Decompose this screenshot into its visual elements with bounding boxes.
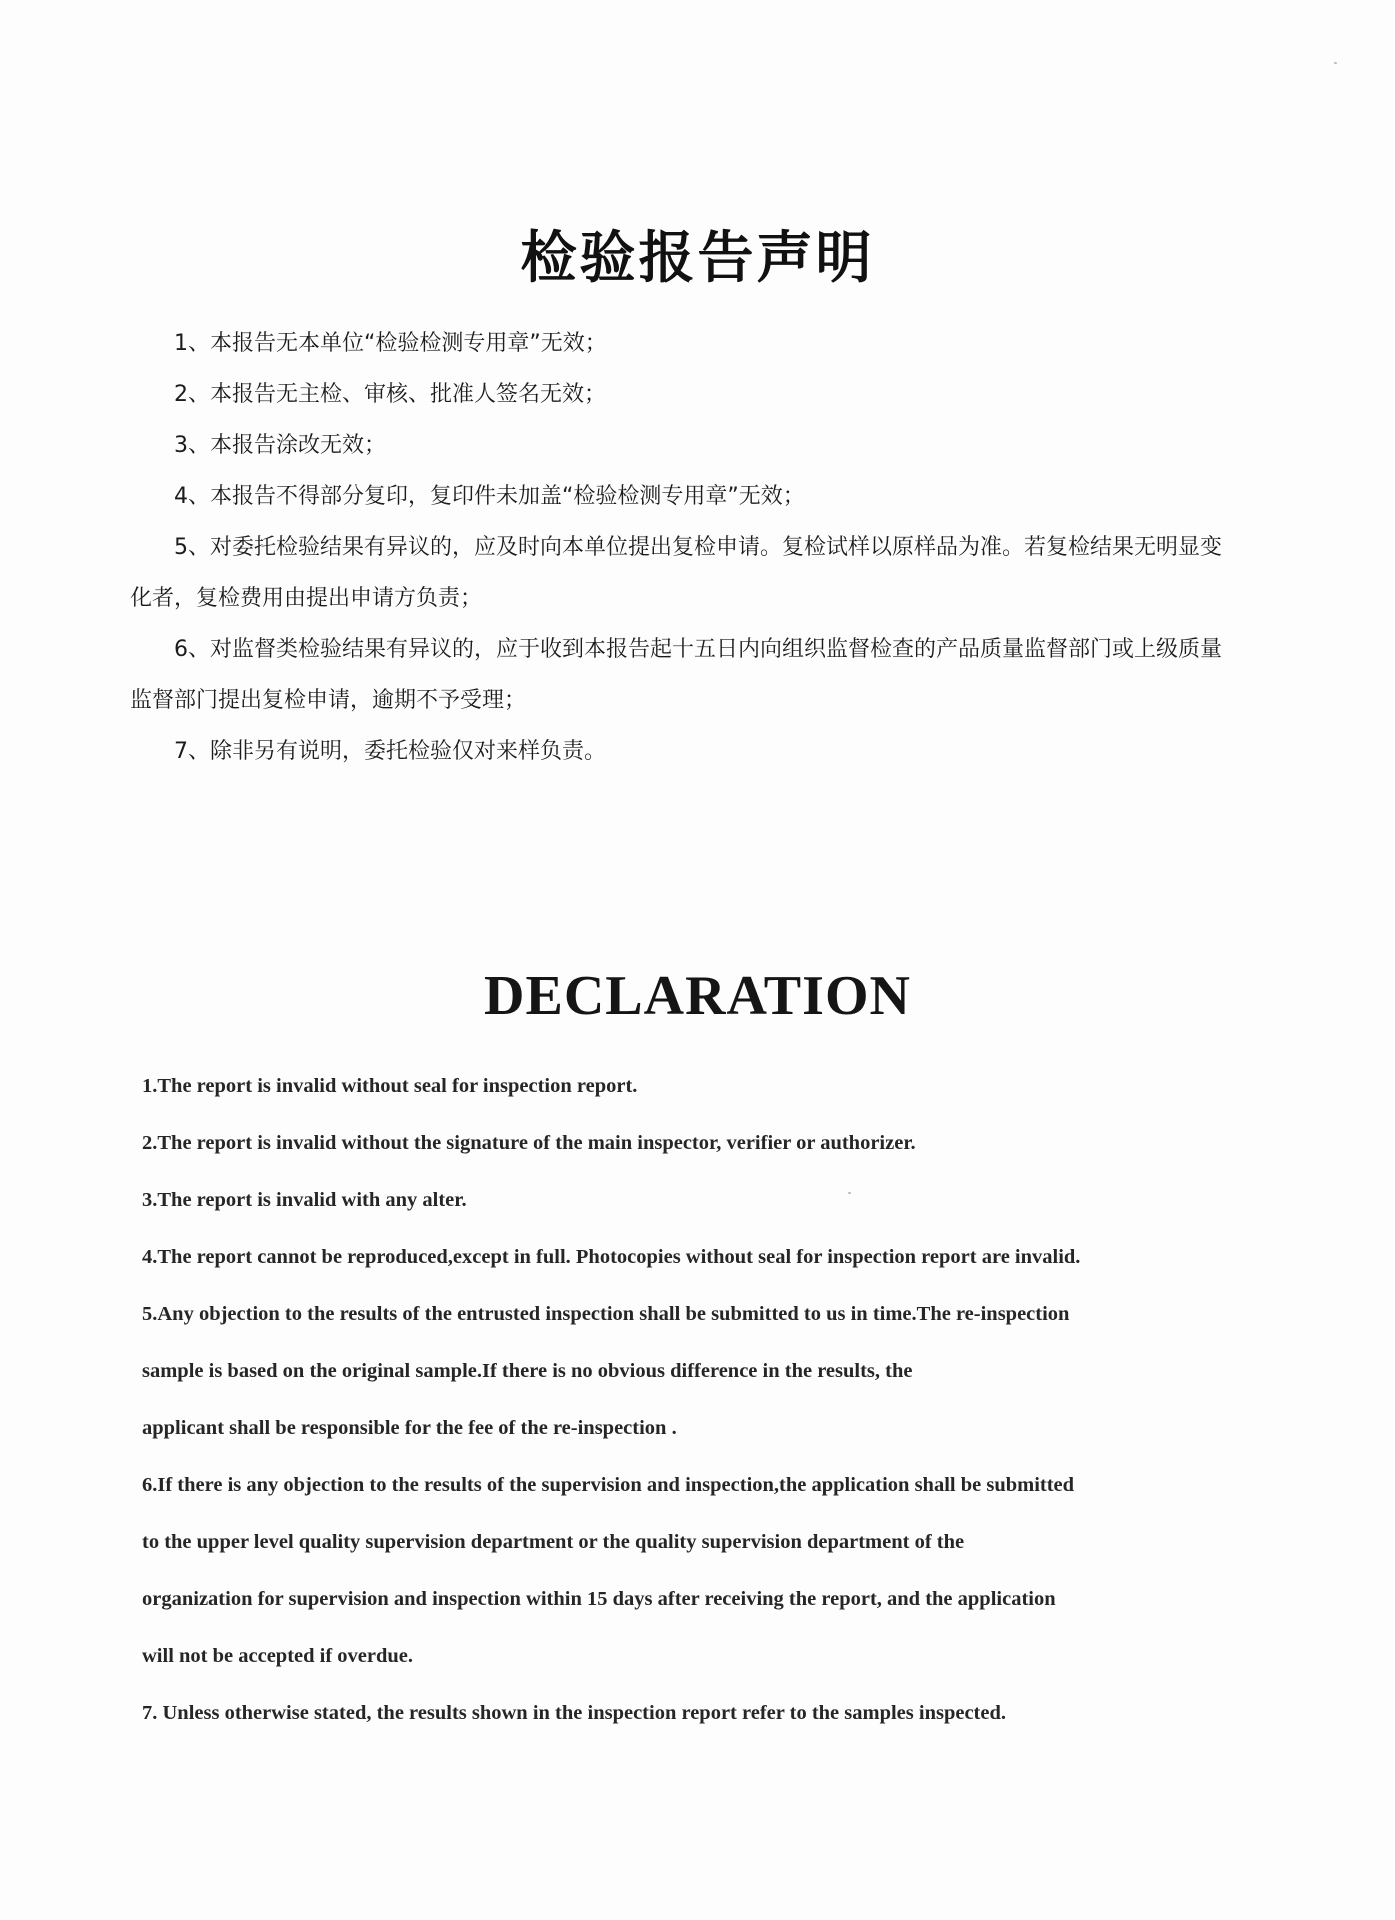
chinese-item: 3、本报告涂改无效； [174,433,386,458]
english-declaration-list [142,1058,1242,1742]
scan-speck [1334,62,1337,64]
english-item: sample is based on the original sample.If there is no obvious difference in the results, the [142,1360,913,1382]
english-item: to the upper level quality supervision department or the quality supervision department of the [142,1531,965,1553]
english-item: 2.The report is invalid without the signature of the main inspector, verifier or authorizer. [142,1132,916,1154]
chinese-declaration-list [130,318,1240,777]
chinese-item: 2、本报告无主检、审核、批准人签名无效； [174,382,606,407]
english-item: 4.The report cannot be reproduced,except in full. Photocopies without seal for inspection report are invalid. [142,1246,1081,1268]
english-item: will not be accepted if overdue. [142,1645,414,1667]
chinese-item: 1、本报告无本单位“检验检测专用章”无效； [174,331,607,356]
english-item: 5.Any objection to the results of the entrusted inspection shall be submitted to us in time.The re-inspection [142,1303,1070,1325]
english-item: 6.If there is any objection to the results of the supervision and inspection,the application shall be submitted [142,1474,1075,1496]
english-item: 3.The report is invalid with any alter. [142,1189,467,1211]
chinese-item: 7、除非另有说明，委托检验仅对来样负责。 [174,739,606,764]
english-title: DECLARATION [484,964,911,1027]
chinese-title: 检验报告声明 [520,225,875,291]
chinese-item: 6、对监督类检验结果有异议的，应于收到本报告起十五日内向组织监督检查的产品质量监督部门或上级质量监督部门提出复检申请，逾期不予受理； [130,637,1223,713]
chinese-item: 5、对委托检验结果有异议的，应及时向本单位提出复检申请。复检试样以原样品为准。若复检结果无明显变化者，复检费用由提出申请方负责； [130,535,1223,611]
english-item: 1.The report is invalid without seal for inspection report. [142,1075,638,1097]
chinese-item: 4、本报告不得部分复印，复印件未加盖“检验检测专用章”无效； [174,484,805,509]
english-item: applicant shall be responsible for the fee of the re-inspection . [142,1417,677,1439]
english-item: 7. Unless otherwise stated, the results shown in the inspection report refer to the samples inspected. [142,1702,1006,1724]
english-item: organization for supervision and inspection within 15 days after receiving the report, and the application [142,1588,1056,1610]
